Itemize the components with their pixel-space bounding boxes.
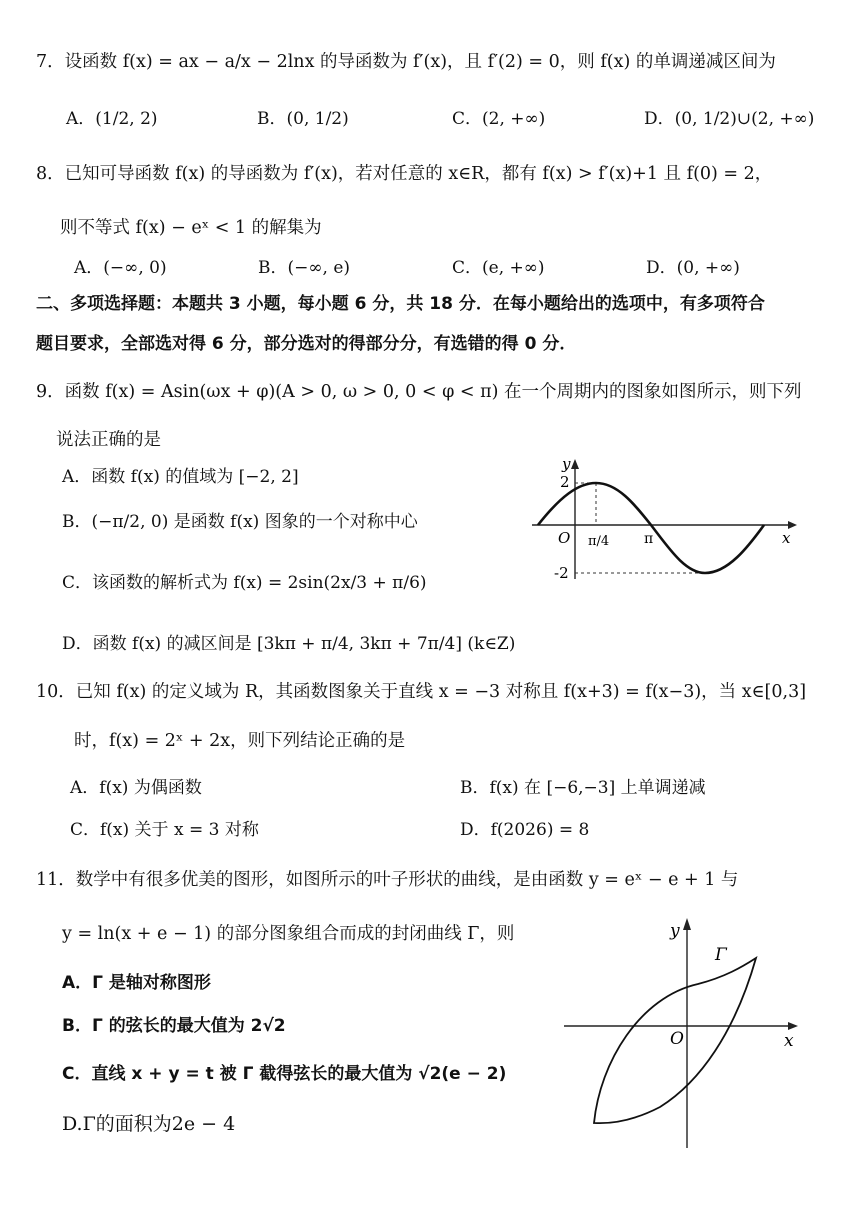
q10-option-a: A．f(x) 为偶函数 xyxy=(70,778,202,798)
q7-option-a: A．(1/2, 2) xyxy=(66,109,158,129)
q8-option-b: B．(−∞, e) xyxy=(258,258,351,278)
q7-stem: 7．设函数 f(x) = ax − a/x − 2lnx 的导函数为 f′(x)，且 f′(2) = 0，则 f(x) 的单调递减区间为 xyxy=(36,52,776,72)
q8-stem: 8．已知可导函数 f(x) 的导函数为 f′(x)，若对任意的 x∈R，都有 f(x) > f′(x)+1 且 f(0) = 2， xyxy=(36,164,773,184)
q9-stem-2: 说法正确的是 xyxy=(56,430,161,450)
q9-origin-label: O xyxy=(558,529,571,547)
q9-y-arrow-icon xyxy=(571,459,579,469)
q8-option-c: C．(e, +∞) xyxy=(452,258,545,278)
q9-option-a: A．函数 f(x) 的值域为 [−2, 2] xyxy=(62,467,299,487)
q10-stem: 10．已知 f(x) 的定义域为 R，其函数图象关于直线 x = −3 对称且 f(x+3) = f(x−3)，当 x∈[0,3] xyxy=(36,682,807,702)
q11-option-d: D.Γ的面积为2e − 4 xyxy=(62,1113,236,1135)
q9-option-b: B．(−π/2, 0) 是函数 f(x) 图象的一个对称中心 xyxy=(62,512,418,532)
q8-option-d: D．(0, +∞) xyxy=(646,258,740,278)
q11-curve-label: Γ xyxy=(715,945,727,965)
q11-option-b: B．Γ 的弦长的最大值为 2√2 xyxy=(62,1016,286,1036)
q11-x-axis-label: x xyxy=(784,1031,794,1051)
q9-option-d: D．函数 f(x) 的减区间是 [3kπ + π/4, 3kπ + 7π/4] (k∈Z) xyxy=(62,634,516,654)
q7-option-b: B．(0, 1/2) xyxy=(257,109,349,129)
q10-option-b: B．f(x) 在 [−6,−3] 上单调递减 xyxy=(460,778,706,798)
q9-option-c: C．该函数的解析式为 f(x) = 2sin(2x/3 + π/6) xyxy=(62,573,427,593)
q9-x-quarter-label: π/4 xyxy=(588,534,610,549)
q11-y-axis-label: y xyxy=(670,921,680,941)
q11-option-a: A．Γ 是轴对称图形 xyxy=(62,973,211,993)
q9-y-axis-label: y xyxy=(562,455,571,473)
q10-option-c: C．f(x) 关于 x = 3 对称 xyxy=(70,820,259,840)
q10-stem-2: 时，f(x) = 2ˣ + 2x，则下列结论正确的是 xyxy=(74,731,406,751)
q9-sine-graph xyxy=(520,455,805,585)
q9-y-bottom-label: -2 xyxy=(554,564,569,582)
q11-x-arrow-icon xyxy=(788,1022,798,1030)
q8-stem-2: 则不等式 f(x) − eˣ < 1 的解集为 xyxy=(60,218,322,238)
q10-option-d: D．f(2026) = 8 xyxy=(460,820,590,840)
q11-leaf-graph xyxy=(560,912,805,1152)
q9-stem: 9．函数 f(x) = Asin(ωx + φ)(A > 0, ω > 0, 0 < φ < π) 在一个周期内的图象如图所示，则下列 xyxy=(36,382,802,402)
q9-y-top-label: 2 xyxy=(560,473,570,491)
q9-x-arrow-icon xyxy=(788,521,797,529)
q7-option-c: C．(2, +∞) xyxy=(452,109,546,129)
section2-heading-line2: 题目要求，全部选对得 6 分，部分选对的得部分分，有选错的得 0 分． xyxy=(36,334,577,354)
q9-x-pi-label: π xyxy=(644,531,654,547)
q11-stem-2: y = ln(x + e − 1) 的部分图象组合而成的封闭曲线 Γ，则 xyxy=(62,924,515,944)
q9-sine-curve xyxy=(538,483,764,573)
q11-y-arrow-icon xyxy=(683,918,691,930)
q11-stem: 11．数学中有很多优美的图形，如图所示的叶子形状的曲线，是由函数 y = eˣ − e + 1 与 xyxy=(36,870,739,890)
q9-x-axis-label: x xyxy=(782,529,791,547)
q11-origin-label: O xyxy=(670,1029,684,1049)
q8-option-a: A．(−∞, 0) xyxy=(74,258,167,278)
section2-heading-line1: 二、多项选择题：本题共 3 小题，每小题 6 分，共 18 分．在每小题给出的选项中，有多项符合 xyxy=(36,294,765,314)
q11-option-c: C．直线 x + y = t 被 Γ 截得弦长的最大值为 √2(e − 2) xyxy=(62,1064,507,1084)
q7-option-d: D．(0, 1/2)∪(2, +∞) xyxy=(644,109,815,129)
